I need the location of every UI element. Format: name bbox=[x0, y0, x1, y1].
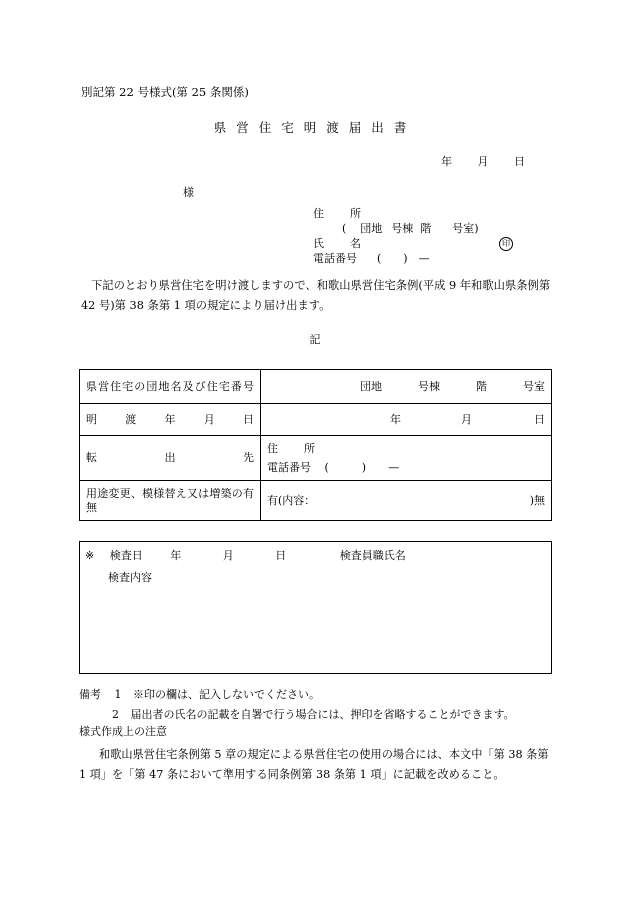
inspection-header-row bbox=[85, 549, 406, 563]
residence-paren-open: ( bbox=[342, 221, 347, 235]
form-number-label: 別記第 22 号様式(第 25 条関係) bbox=[81, 85, 249, 99]
vacate-date-value-cell bbox=[261, 404, 552, 436]
inspection-month: 月 bbox=[222, 549, 234, 562]
forwarding-phone-row bbox=[267, 458, 545, 477]
table-row-housing bbox=[80, 370, 552, 404]
addressee-suffix: 様 bbox=[183, 186, 194, 199]
forwarding-phone-value: ( ) — bbox=[324, 461, 400, 474]
forwarding-label: 転 出 先 bbox=[86, 451, 254, 465]
residence-goutou: 号棟 bbox=[391, 221, 414, 235]
applicant-phone-row bbox=[313, 251, 513, 266]
intro-paragraph: 下記のとおり県営住宅を明け渡しますので、和歌山県営住宅条例(平成 9 年和歌山県条例第 42 号)第 38 条第 1 項の規定により届け出ます。 bbox=[81, 279, 551, 312]
residence-goushitsu: 号室) bbox=[452, 221, 479, 235]
table-row-forwarding bbox=[80, 436, 552, 481]
remark-1: 備考 1 ※印の欄は、記入しないでください。 bbox=[79, 688, 320, 701]
housing-kai: 階 bbox=[476, 379, 487, 393]
vacate-date-label: 明 渡 年 月 日 bbox=[86, 412, 254, 426]
applicant-block bbox=[313, 206, 513, 266]
alteration-label: 用途変更、模様替え又は増築の有無 bbox=[86, 486, 254, 514]
remarks-head: 備考 bbox=[79, 688, 101, 701]
applicant-name-row bbox=[313, 236, 513, 251]
ki-heading: 記 bbox=[309, 333, 321, 346]
inspection-box bbox=[79, 541, 552, 674]
residence-danchi: 団地 bbox=[360, 221, 383, 235]
vacate-month: 月 bbox=[461, 412, 472, 426]
forwarding-label-cell bbox=[80, 436, 261, 481]
forwarding-phone-label: 電話番号 bbox=[267, 461, 311, 474]
caution-body: 和歌山県営住宅条例第 5 章の規定による県営住宅の使用の場合には、本文中「第 38 条第 1 項」を「第 47 条において準用する同条例第 38 条第 1 項」に記載を改めること。 bbox=[79, 748, 549, 781]
remarks bbox=[79, 685, 515, 725]
applicant-residence-row bbox=[313, 221, 513, 236]
alteration-value-cell bbox=[261, 481, 552, 521]
inspection-day: 日 bbox=[275, 549, 287, 562]
housing-goushitsu: 号室 bbox=[523, 379, 545, 393]
seal-mark-icon: 印 bbox=[499, 237, 513, 251]
housing-label-cell bbox=[80, 370, 261, 404]
remark-2: 2 届出者の氏名の記載を自署で行う場合には、押印を省略することができます。 bbox=[112, 708, 515, 721]
residence-kai: 階 bbox=[420, 221, 432, 235]
form-title: 県営住宅明渡届出書 bbox=[213, 120, 417, 135]
phone-value: ( ) — bbox=[377, 251, 430, 265]
forwarding-address-label: 住 所 bbox=[267, 442, 315, 455]
address-label: 住 所 bbox=[313, 206, 361, 220]
alteration-no: )無 bbox=[529, 493, 545, 507]
caution-heading: 様式作成上の注意 bbox=[79, 725, 167, 738]
table-row-alteration bbox=[80, 481, 552, 521]
housing-danchi: 団地 bbox=[360, 379, 382, 393]
date-year-label: 年 bbox=[441, 155, 452, 168]
inspection-mark: ※ bbox=[85, 549, 95, 562]
date-day-label: 日 bbox=[514, 155, 525, 168]
alteration-label-cell bbox=[80, 481, 261, 521]
submission-date bbox=[441, 155, 525, 169]
phone-label: 電話番号 bbox=[313, 251, 357, 265]
inspector-name-label: 検査員職氏名 bbox=[339, 549, 406, 562]
inspection-year: 年 bbox=[170, 549, 182, 562]
vacate-date-label-cell bbox=[80, 404, 261, 436]
table-row-vacate-date bbox=[80, 404, 552, 436]
housing-label: 県営住宅の団地名及び住宅番号 bbox=[86, 379, 254, 393]
vacate-day: 日 bbox=[534, 412, 545, 426]
details-table bbox=[79, 369, 552, 521]
alteration-yes: 有(内容： bbox=[267, 493, 316, 507]
housing-goutou: 号棟 bbox=[418, 379, 440, 393]
vacate-year: 年 bbox=[390, 412, 401, 426]
inspection-content-label: 検査内容 bbox=[108, 571, 152, 584]
forwarding-value-cell bbox=[261, 436, 552, 481]
name-label: 氏 名 bbox=[313, 236, 361, 250]
housing-value-cell bbox=[261, 370, 552, 404]
date-month-label: 月 bbox=[477, 155, 489, 168]
inspection-date-label: 検査日 bbox=[109, 549, 143, 562]
applicant-address-row bbox=[313, 206, 513, 221]
